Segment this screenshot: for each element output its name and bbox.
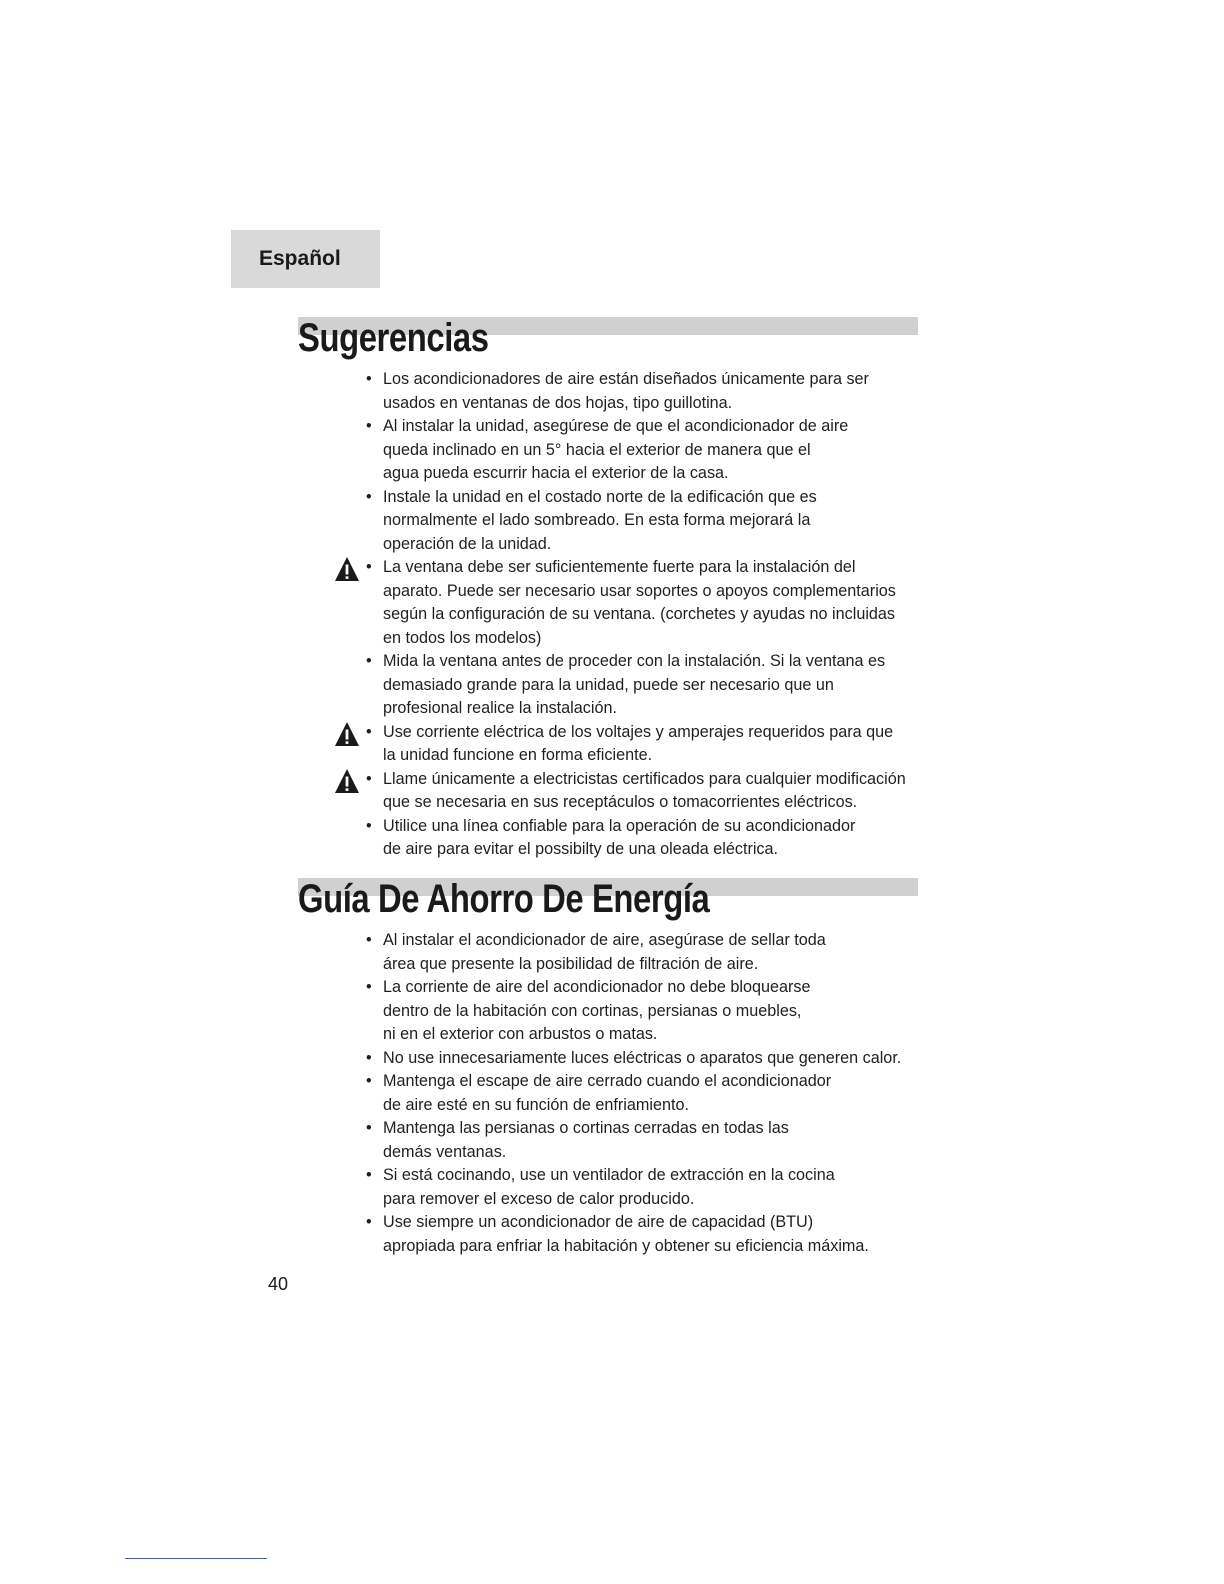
list-item-line: en todos los modelos)	[383, 628, 542, 647]
list-item-line: usados en ventanas de dos hojas, tipo guillotina.	[383, 393, 733, 412]
list-item-line: Llame únicamente a electricistas certificados para cualquier modificación	[383, 769, 906, 788]
list-item-line: operación de la unidad.	[383, 534, 552, 553]
energia-list	[366, 929, 901, 1258]
list-item	[366, 650, 906, 721]
list-item-line: dentro de la habitación con cortinas, persianas o muebles,	[383, 1001, 802, 1020]
list-item-line: profesional realice la instalación.	[383, 699, 617, 717]
list-item	[366, 415, 906, 486]
list-item-line: Mantenga las persianas o cortinas cerradas en todas las	[383, 1119, 789, 1137]
bullet-icon: •	[366, 722, 372, 741]
list-item-line: Utilice una línea confiable para la operación de su acondicionador	[383, 816, 856, 835]
bullet-icon: •	[366, 816, 372, 835]
list-item-line: agua pueda escurrir hacia el exterior de la casa.	[383, 464, 729, 482]
list-item	[366, 1211, 901, 1258]
bullet-icon: •	[366, 1119, 372, 1137]
list-item-line: Al instalar la unidad, asegúrese de que el acondicionador de aire	[383, 417, 849, 435]
list-item-line: área que presente la posibilidad de filtración de aire.	[383, 954, 759, 973]
list-item-line: normalmente el lado sombreado. En esta forma mejorará la	[383, 511, 811, 529]
list-item	[366, 1164, 901, 1211]
list-item-line: Mida la ventana antes de proceder con la instalación. Si la ventana es	[383, 652, 886, 670]
warning-icon	[334, 721, 360, 747]
sugerencias-list	[366, 368, 906, 862]
list-item	[366, 1047, 901, 1071]
warning-icon	[334, 556, 360, 582]
list-item	[366, 368, 906, 415]
list-item-line: la unidad funcione en forma eficiente.	[383, 746, 653, 764]
list-item-line: La ventana debe ser suficientemente fuerte para la instalación del	[383, 558, 856, 576]
list-item-line: de aire para evitar el possibilty de una oleada eléctrica.	[383, 840, 779, 858]
list-item-line: según la configuración de su ventana. (corchetes y ayudas no incluidas	[383, 605, 896, 623]
page-number: 40	[268, 1274, 289, 1294]
list-item-line: para remover el exceso de calor producido.	[383, 1189, 695, 1208]
list-item-line: queda inclinado en un 5° hacia el exterior de manera que el	[383, 440, 811, 459]
list-item	[366, 721, 906, 768]
warning-icon	[334, 768, 360, 794]
list-item-line: apropiada para enfriar la habitación y obtener su eficiencia máxima.	[383, 1236, 869, 1255]
section-title-energia: Guía De Ahorro De Energía	[298, 877, 710, 921]
bullet-icon: •	[366, 769, 372, 788]
language-tab: Español	[231, 230, 380, 288]
list-item-line: que se necesaria en sus receptáculos o tomacorrientes eléctricos.	[383, 793, 858, 811]
list-item	[366, 1070, 901, 1117]
bullet-icon: •	[366, 558, 372, 576]
bullet-icon: •	[366, 487, 372, 506]
list-item	[366, 815, 906, 862]
list-item-line: No use innecesariamente luces eléctricas o aparatos que generen calor.	[383, 1048, 902, 1067]
list-item	[366, 486, 906, 557]
list-item-line: Use siempre un acondicionador de aire de capacidad (BTU)	[383, 1213, 814, 1231]
list-item-line: Instale la unidad en el costado norte de la edificación que es	[383, 487, 817, 506]
bullet-icon: •	[366, 652, 372, 670]
bullet-icon: •	[366, 1072, 372, 1090]
bullet-icon: •	[366, 931, 372, 949]
list-item	[366, 768, 906, 815]
bullet-icon: •	[366, 1166, 372, 1184]
list-item	[366, 976, 901, 1047]
list-item	[366, 1117, 901, 1164]
list-item-line: demás ventanas.	[383, 1142, 507, 1161]
section-title-sugerencias: Sugerencias	[298, 316, 489, 360]
list-item-line: Los acondicionadores de aire están diseñados únicamente para ser	[383, 370, 869, 388]
list-item-line: Si está cocinando, use un ventilador de extracción en la cocina	[383, 1166, 835, 1184]
bullet-icon: •	[366, 370, 372, 388]
footer-rule	[125, 1558, 267, 1559]
bullet-icon: •	[366, 1213, 372, 1231]
bullet-icon: •	[366, 417, 372, 435]
list-item-line: aparato. Puede ser necesario usar soportes o apoyos complementarios	[383, 581, 896, 600]
list-item-line: Use corriente eléctrica de los voltajes y amperajes requeridos para que	[383, 722, 894, 741]
bullet-icon: •	[366, 978, 372, 996]
list-item-line: de aire esté en su función de enfriamiento.	[383, 1095, 689, 1114]
list-item	[366, 929, 901, 976]
list-item	[366, 556, 906, 650]
list-item-line: La corriente de aire del acondicionador no debe bloquearse	[383, 978, 811, 996]
list-item-line: Al instalar el acondicionador de aire, asegúrase de sellar toda	[383, 931, 826, 949]
list-item-line: Mantenga el escape de aire cerrado cuando el acondicionador	[383, 1072, 832, 1090]
bullet-icon: •	[366, 1048, 372, 1067]
list-item-line: demasiado grande para la unidad, puede ser necesario que un	[383, 675, 834, 694]
list-item-line: ni en el exterior con arbustos o matas.	[383, 1025, 658, 1043]
